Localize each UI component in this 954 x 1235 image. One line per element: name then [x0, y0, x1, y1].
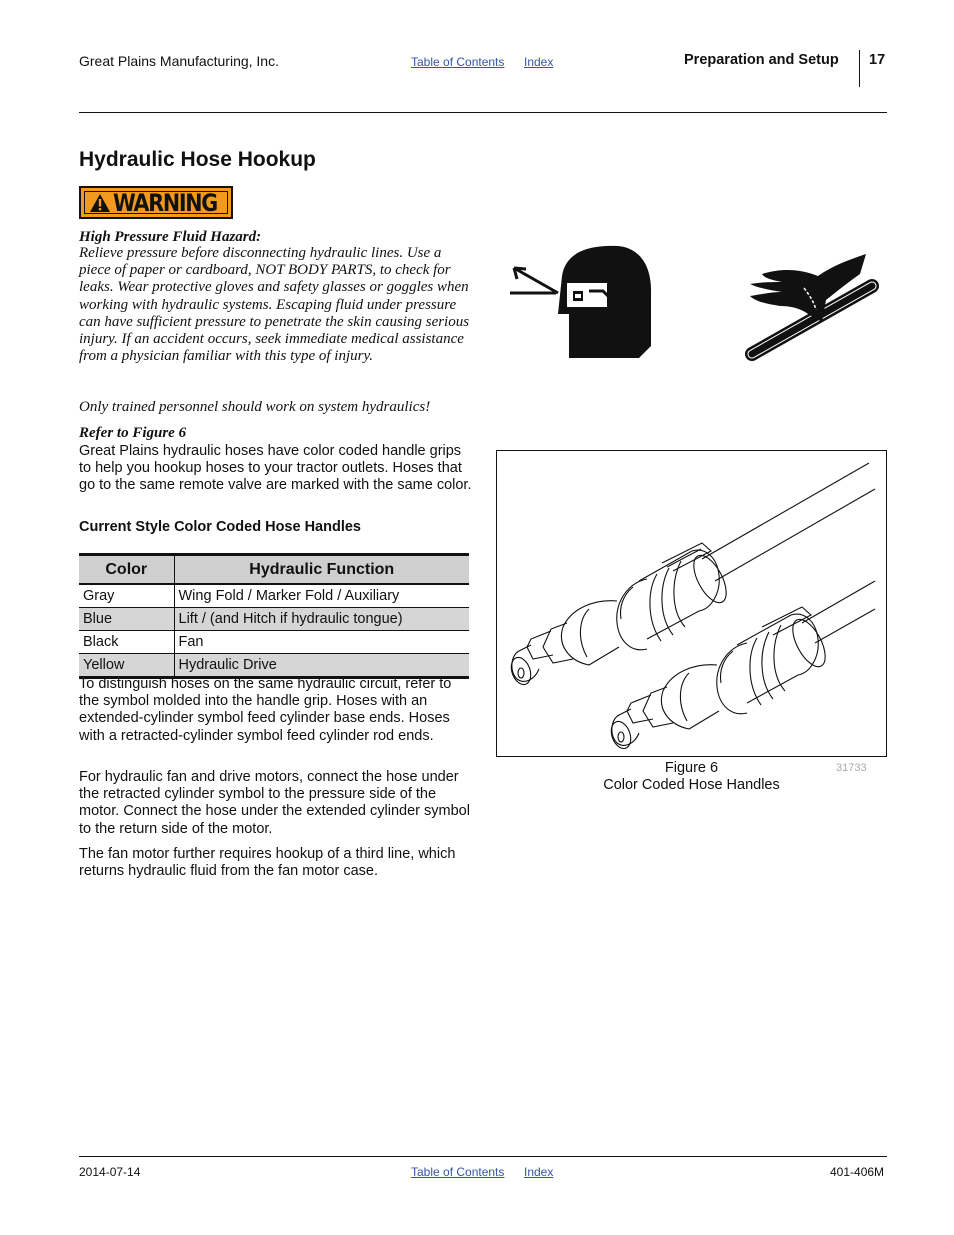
footer-date: 2014-07-14 [79, 1165, 141, 1179]
figure-number: Figure 6 [664, 760, 719, 776]
hazard-body: Relieve pressure before disconnecting hydraulic lines. Use a piece of paper or cardboard, NOT BODY PARTS, to check for leaks. Wear protective gloves and safety glasses or goggles when working with hydraulic systems. Escaping fluid under pressure can have sufficient pressure to penetrate the skin causing serious injury. If an accident occurs, seek immediate medical assistance from a physician familiar with this type of injury. [79, 245, 470, 365]
figure-reference: Refer to Figure 6 [79, 425, 187, 441]
figure-title: Color Coded Hose Handles [603, 777, 780, 794]
cell-function: Fan [174, 631, 469, 654]
header-index-link[interactable]: Index [524, 55, 554, 69]
warning-label [79, 186, 233, 219]
intro-paragraph: Great Plains hydraulic hoses have color coded handle grips to help you hookup hoses to your tractor outlets. Hoses that go to the same remote valve are marked with the same color. [79, 443, 472, 494]
cell-function: Lift / (and Hitch if hydraulic tongue) [174, 608, 469, 631]
header-rule [79, 112, 887, 113]
company-name: Great Plains Manufacturing, Inc. [79, 53, 279, 69]
table-header-row [79, 555, 469, 585]
figure-caption [496, 760, 887, 794]
symbol-paragraph: To distinguish hoses on the same hydraulic circuit, refer to the symbol molded into the handle grip. Hoses with an extended-cylinder symbol feed cylinder base ends. Hoses with a retracted-cylinder symbol feed cylinder rod ends. [79, 676, 452, 744]
header-divider [859, 50, 860, 87]
footer-toc-link[interactable]: Table of Contents [411, 1165, 505, 1179]
cell-function: Wing Fold / Marker Fold / Auxiliary [174, 584, 469, 608]
hose-handles-illustration [497, 451, 886, 756]
cell-color: Yellow [79, 654, 174, 678]
cell-color: Gray [79, 584, 174, 608]
cell-color: Blue [79, 608, 174, 631]
fan-motor-paragraph: The fan motor further requires hookup of a third line, which returns hydraulic fluid from the fan motor case. [79, 846, 456, 880]
footer-rule [79, 1156, 887, 1157]
cell-function: Hydraulic Drive [174, 654, 469, 678]
page-title: Hydraulic Hose Hookup [79, 148, 316, 171]
table-row [79, 584, 469, 608]
header-function: Hydraulic Function [174, 555, 469, 585]
cell-color: Black [79, 631, 174, 654]
figure-6 [496, 450, 887, 757]
page-number: 17 [869, 52, 886, 68]
footer-doc-number: 401-406M [830, 1165, 885, 1179]
warning-text: WARNING [113, 188, 217, 217]
header-toc-link[interactable]: Table of Contents [411, 55, 505, 69]
figure-code: 31733 [836, 762, 867, 774]
footer-index-link[interactable]: Index [524, 1165, 554, 1179]
table-row [79, 631, 469, 654]
hazard-heading: High Pressure Fluid Hazard: [79, 229, 262, 245]
safety-icons [500, 236, 890, 366]
hazard-note: Only trained personnel should work on system hydraulics! [79, 399, 431, 415]
section-title: Preparation and Setup [684, 52, 839, 68]
safety-glasses-icon [510, 246, 651, 358]
table-subheading: Current Style Color Coded Hose Handles [79, 519, 361, 535]
table-row [79, 608, 469, 631]
table-row [79, 654, 469, 678]
hose-color-table [79, 553, 469, 679]
header-color: Color [79, 555, 174, 585]
motor-paragraph: For hydraulic fan and drive motors, connect the hose under the retracted cylinder symbol to the pressure side of the motor. Connect the hose under the extended cylinder symbol to the return side of the motor. [79, 769, 470, 837]
hand-leak-injury-icon [750, 254, 872, 354]
warning-triangle-icon [89, 193, 111, 213]
